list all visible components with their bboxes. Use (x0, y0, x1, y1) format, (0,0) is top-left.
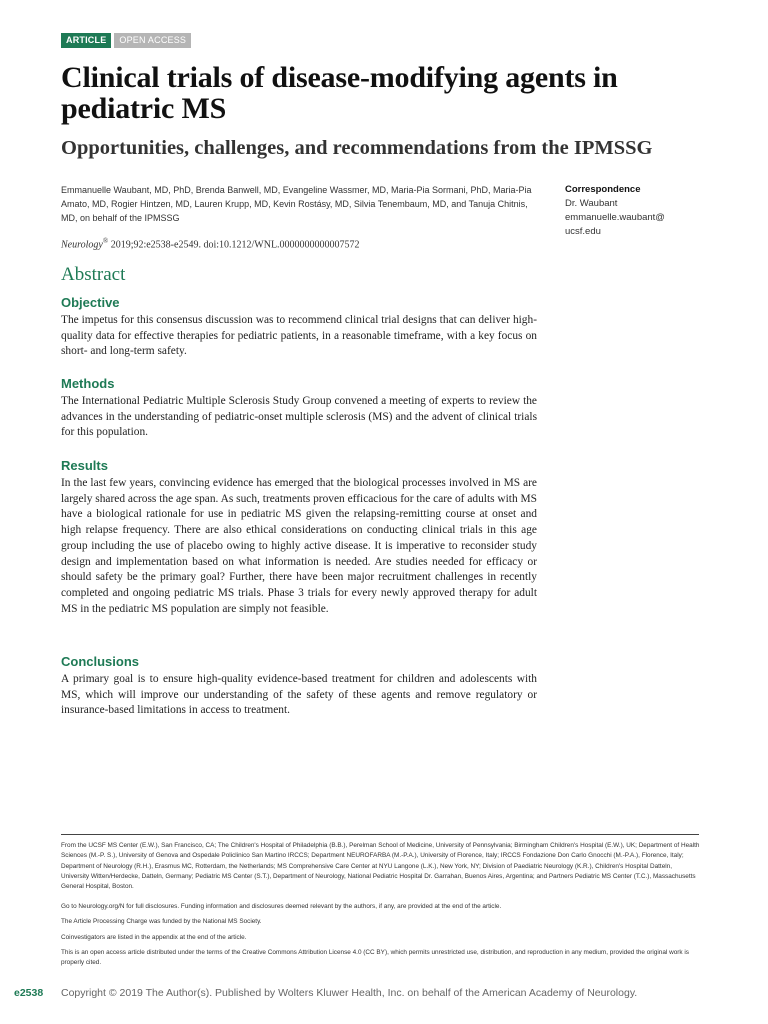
article-title: Clinical trials of disease-modifying agents in pediatric MS (61, 61, 618, 125)
journal-name: Neurology (61, 239, 103, 251)
objective-heading: Objective (61, 295, 120, 310)
correspondence-email-1[interactable]: emmanuelle.waubant@ (565, 212, 665, 223)
objective-section (61, 295, 537, 360)
copyright-line: Copyright © 2019 The Author(s). Published by Wolters Kluwer Health, Inc. on behalf of the American Academy of Neurology. (61, 987, 638, 999)
citation-line (61, 235, 541, 251)
conclusions-heading: Conclusions (61, 654, 140, 669)
page-number: e2538 (14, 987, 44, 999)
objective-text: The impetus for this consensus discussion was to recommend clinical trial designs that can deliver high-quality data for effective therapies for pediatric patients, in a reasonable timeframe, with a key focus on short- and long-term safety. (61, 314, 537, 358)
correspondence-name: Dr. Waubant (565, 198, 618, 209)
methods-section (61, 376, 537, 441)
methods-heading: Methods (61, 376, 115, 391)
citation-details: 2019;92:e2538-e2549. doi:10.1212/WNL.0000000000007572 (108, 239, 360, 251)
footnote-divider (61, 834, 699, 835)
article-subtitle: Opportunities, challenges, and recommendations from the IPMSSG (61, 137, 653, 159)
license-footnote: This is an open access article distributed under the terms of the Creative Commons Attribution License 4.0 (CC BY), which permits unrestricted use, distribution, and reproduction in any medium, provided the original work is properly cited. (61, 949, 689, 967)
disclosures-footnote: Go to Neurology.org/N for full disclosures. Funding information and disclosures deemed relevant by the authors, if any, are provided at the end of the article. (61, 903, 502, 910)
apc-footnote: The Article Processing Charge was funded by the National MS Society. (61, 918, 262, 925)
conclusions-text: A primary goal is to ensure high-quality evidence-based treatment for children and adolescents with MS, which will improve our understanding of the safety of these agents and remove regulatory or insurance-based limitations in access to treatment. (61, 673, 537, 717)
methods-text: The International Pediatric Multiple Sclerosis Study Group convened a meeting of experts to review the advances in the understanding of pediatric-onset multiple sclerosis (MS) and the advent of clinical trials for this population. (61, 395, 537, 439)
abstract-heading: Abstract (61, 264, 126, 285)
conclusions-section (61, 654, 537, 719)
correspondence-block (565, 183, 715, 239)
correspondence-email-2[interactable]: ucsf.edu (565, 226, 601, 237)
journal-registered-mark: ® (102, 237, 109, 245)
coinvestigators-footnote: Coinvestigators are listed in the appendix at the end of the article. (61, 934, 247, 941)
results-text: In the last few years, convincing evidence has emerged that the biological processes involved in MS are largely shared across the age span. As such, treatments proven efficacious for the care of adults with MS have a biological rationale for use in pediatric MS given the relapsing-remitting course at onset and high relapse frequency. There are also ethical considerations on conducting clinical trials in this age group including the use of placebo owing to highly active disease. It is imperative to reconsider study design and implementation based on what information is needed. Are studies needed for efficacy or should safety be the primary goal? Further, there have been major recruitment challenges in recently completed and ongoing pediatric MS trials. Phase 3 trials for every newly approved therapy for adult MS in the pediatric MS population are simply not feasible. (61, 477, 537, 615)
article-tag: ARTICLE (61, 33, 111, 48)
open-access-tag: OPEN ACCESS (114, 33, 191, 48)
article-tags (61, 33, 191, 48)
correspondence-heading: Correspondence (565, 184, 641, 195)
affiliations-footnote: From the UCSF MS Center (E.W.), San Francisco, CA; The Children's Hospital of Philadelphia (B.B.), Perelman School of Medicine, University of Pennsylvania; Birmingham Children's Hospital (E.W.), UK; Department of Health Sciences (M.-P. S.), University of Genova and Ospedale Policlinico San Martino IRCCS; Department NEUROFARBA (M.-P.A.), University of Florence, Italy; IRCCS Fondazione Don Carlo Gnocchi (M.-P.A.), Florence, Italy; Department of Neurology (R.H.), Erasmus MC, Rotterdam, the Netherlands; MS Comprehensive Care Center at NYU Langone (L.K.), New York, NY; Division of Paediatric Neurology (K.R.), Children's Hospital Datteln, University Witten/Herdecke, Datteln, Germany; Pediatric MS Center (S.T.), Department of Neurology, National Pediatric Hospital Dr. Garrahan, Buenos Aires, Argentina; and Partners Pediatric MS Center (T.C.), Massachusetts General Hospital, Boston. (61, 842, 700, 891)
results-heading: Results (61, 458, 108, 473)
results-section (61, 458, 537, 617)
author-list: Emmanuelle Waubant, MD, PhD, Brenda Banwell, MD, Evangeline Wassmer, MD, Maria-Pia Sormani, PhD, Maria-Pia Amato, MD, Rogier Hintzen, MD, Lauren Krupp, MD, Kevin Rostásy, MD, Silvia Tenembaum, MD, and Tanuja Chitnis, MD, on behalf of the IPMSSG (61, 185, 532, 223)
